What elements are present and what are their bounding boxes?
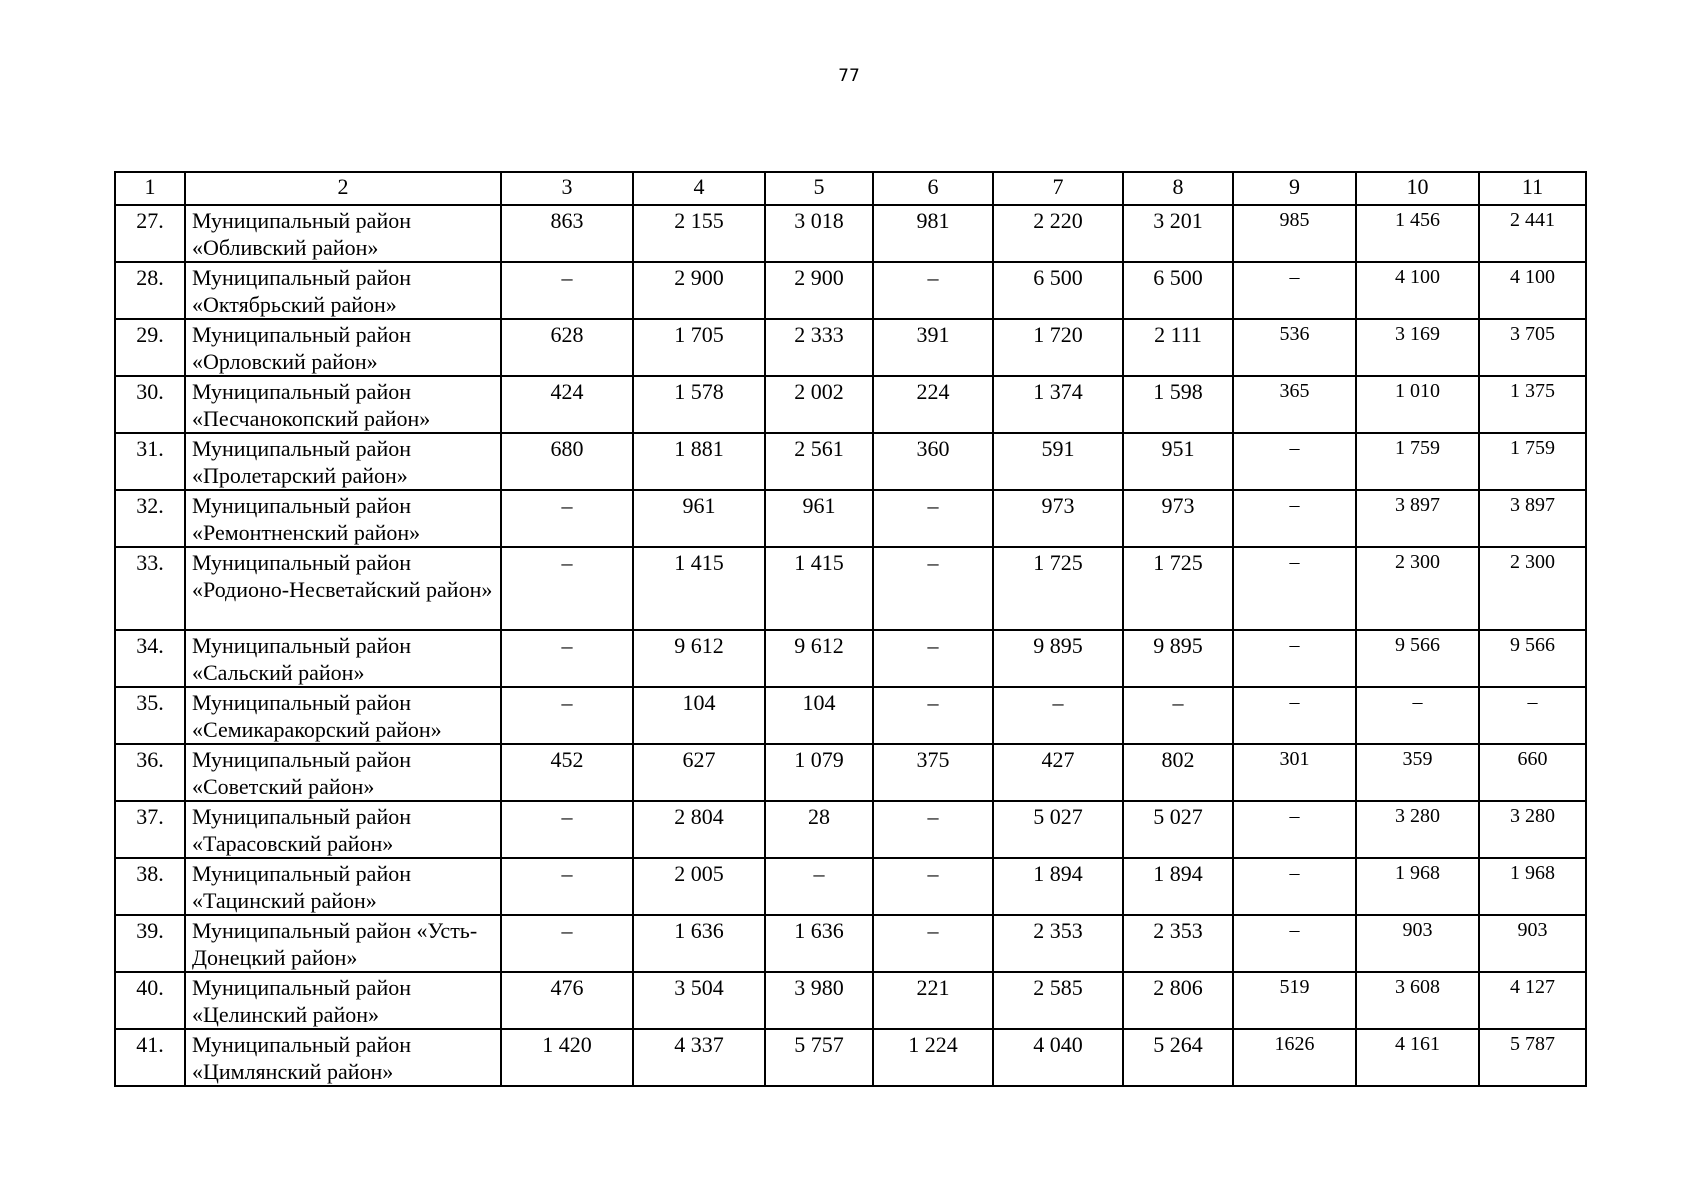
table-row bbox=[115, 262, 1586, 319]
value-cell-col-11: 3 280 bbox=[1479, 801, 1586, 858]
district-name-cell: Муниципальный район «Родионо-Несветайский район» bbox=[185, 547, 501, 630]
value-cell-col-5: 104 bbox=[765, 687, 873, 744]
district-name-cell: Муниципальный район «Целинский район» bbox=[185, 972, 501, 1029]
table-body bbox=[115, 172, 1586, 1086]
value-cell-col-7: 6 500 bbox=[993, 262, 1123, 319]
row-number-cell: 36. bbox=[115, 744, 185, 801]
row-number-cell: 34. bbox=[115, 630, 185, 687]
value-cell-col-4: 961 bbox=[633, 490, 765, 547]
value-cell-col-3: – bbox=[501, 801, 633, 858]
value-cell-col-4: 2 804 bbox=[633, 801, 765, 858]
value-cell-col-7: 1 374 bbox=[993, 376, 1123, 433]
column-header-8: 8 bbox=[1123, 172, 1233, 205]
value-cell-col-11: 660 bbox=[1479, 744, 1586, 801]
value-cell-col-3: 476 bbox=[501, 972, 633, 1029]
value-cell-col-9: – bbox=[1233, 490, 1356, 547]
row-number-cell: 29. bbox=[115, 319, 185, 376]
value-cell-col-3: 628 bbox=[501, 319, 633, 376]
row-number-cell: 28. bbox=[115, 262, 185, 319]
value-cell-col-11: 3 705 bbox=[1479, 319, 1586, 376]
value-cell-col-11: 2 300 bbox=[1479, 547, 1586, 630]
value-cell-col-7: 1 894 bbox=[993, 858, 1123, 915]
value-cell-col-10: 1 968 bbox=[1356, 858, 1479, 915]
value-cell-col-6: – bbox=[873, 687, 993, 744]
value-cell-col-11: 1 759 bbox=[1479, 433, 1586, 490]
value-cell-col-11: 9 566 bbox=[1479, 630, 1586, 687]
value-cell-col-6: 391 bbox=[873, 319, 993, 376]
district-name-cell: Муниципальный район «Тацинский район» bbox=[185, 858, 501, 915]
value-cell-col-8: 2 111 bbox=[1123, 319, 1233, 376]
value-cell-col-10: 3 169 bbox=[1356, 319, 1479, 376]
district-name-cell: Муниципальный район «Сальский район» bbox=[185, 630, 501, 687]
value-cell-col-7: 4 040 bbox=[993, 1029, 1123, 1086]
column-header-7: 7 bbox=[993, 172, 1123, 205]
column-header-3: 3 bbox=[501, 172, 633, 205]
table-row bbox=[115, 744, 1586, 801]
value-cell-col-9: 1626 bbox=[1233, 1029, 1356, 1086]
table-row bbox=[115, 915, 1586, 972]
value-cell-col-11: 4 127 bbox=[1479, 972, 1586, 1029]
value-cell-col-8: – bbox=[1123, 687, 1233, 744]
value-cell-col-7: 427 bbox=[993, 744, 1123, 801]
column-header-9: 9 bbox=[1233, 172, 1356, 205]
row-number-cell: 31. bbox=[115, 433, 185, 490]
district-name-cell: Муниципальный район «Советский район» bbox=[185, 744, 501, 801]
value-cell-col-10: 1 010 bbox=[1356, 376, 1479, 433]
value-cell-col-3: – bbox=[501, 858, 633, 915]
column-header-10: 10 bbox=[1356, 172, 1479, 205]
value-cell-col-4: 2 005 bbox=[633, 858, 765, 915]
district-name-cell: Муниципальный район «Песчанокопский район» bbox=[185, 376, 501, 433]
value-cell-col-10: 3 897 bbox=[1356, 490, 1479, 547]
value-cell-col-3: – bbox=[501, 687, 633, 744]
value-cell-col-6: – bbox=[873, 262, 993, 319]
value-cell-col-8: 973 bbox=[1123, 490, 1233, 547]
value-cell-col-10: 3 280 bbox=[1356, 801, 1479, 858]
value-cell-col-4: 1 578 bbox=[633, 376, 765, 433]
value-cell-col-4: 4 337 bbox=[633, 1029, 765, 1086]
value-cell-col-6: – bbox=[873, 630, 993, 687]
value-cell-col-7: 973 bbox=[993, 490, 1123, 547]
value-cell-col-7: 1 725 bbox=[993, 547, 1123, 630]
value-cell-col-5: – bbox=[765, 858, 873, 915]
value-cell-col-4: 9 612 bbox=[633, 630, 765, 687]
value-cell-col-11: 1 968 bbox=[1479, 858, 1586, 915]
table-row bbox=[115, 858, 1586, 915]
value-cell-col-7: 2 353 bbox=[993, 915, 1123, 972]
value-cell-col-5: 1 636 bbox=[765, 915, 873, 972]
row-number-cell: 35. bbox=[115, 687, 185, 744]
value-cell-col-4: 1 705 bbox=[633, 319, 765, 376]
value-cell-col-8: 9 895 bbox=[1123, 630, 1233, 687]
value-cell-col-8: 951 bbox=[1123, 433, 1233, 490]
value-cell-col-9: – bbox=[1233, 433, 1356, 490]
value-cell-col-8: 1 598 bbox=[1123, 376, 1233, 433]
table-row bbox=[115, 376, 1586, 433]
value-cell-col-9: 365 bbox=[1233, 376, 1356, 433]
row-number-cell: 27. bbox=[115, 205, 185, 262]
value-cell-col-5: 28 bbox=[765, 801, 873, 858]
value-cell-col-10: – bbox=[1356, 687, 1479, 744]
value-cell-col-8: 802 bbox=[1123, 744, 1233, 801]
value-cell-col-8: 2 806 bbox=[1123, 972, 1233, 1029]
value-cell-col-5: 2 333 bbox=[765, 319, 873, 376]
value-cell-col-7: 2 585 bbox=[993, 972, 1123, 1029]
value-cell-col-11: 4 100 bbox=[1479, 262, 1586, 319]
value-cell-col-3: – bbox=[501, 490, 633, 547]
value-cell-col-8: 5 027 bbox=[1123, 801, 1233, 858]
data-table bbox=[114, 171, 1587, 1087]
table-row bbox=[115, 547, 1586, 630]
district-name-cell: Муниципальный район «Октябрьский район» bbox=[185, 262, 501, 319]
value-cell-col-4: 1 881 bbox=[633, 433, 765, 490]
value-cell-col-8: 2 353 bbox=[1123, 915, 1233, 972]
value-cell-col-4: 1 636 bbox=[633, 915, 765, 972]
table-row bbox=[115, 433, 1586, 490]
value-cell-col-9: – bbox=[1233, 858, 1356, 915]
value-cell-col-9: – bbox=[1233, 801, 1356, 858]
value-cell-col-7: 9 895 bbox=[993, 630, 1123, 687]
value-cell-col-7: – bbox=[993, 687, 1123, 744]
value-cell-col-6: – bbox=[873, 547, 993, 630]
value-cell-col-10: 4 161 bbox=[1356, 1029, 1479, 1086]
value-cell-col-5: 2 561 bbox=[765, 433, 873, 490]
value-cell-col-6: – bbox=[873, 490, 993, 547]
value-cell-col-6: 981 bbox=[873, 205, 993, 262]
value-cell-col-6: 1 224 bbox=[873, 1029, 993, 1086]
value-cell-col-3: 863 bbox=[501, 205, 633, 262]
district-name-cell: Муниципальный район «Семикаракорский район» bbox=[185, 687, 501, 744]
row-number-cell: 41. bbox=[115, 1029, 185, 1086]
value-cell-col-3: 452 bbox=[501, 744, 633, 801]
value-cell-col-9: – bbox=[1233, 915, 1356, 972]
value-cell-col-6: – bbox=[873, 915, 993, 972]
value-cell-col-11: – bbox=[1479, 687, 1586, 744]
value-cell-col-6: 221 bbox=[873, 972, 993, 1029]
value-cell-col-7: 1 720 bbox=[993, 319, 1123, 376]
district-name-cell: Муниципальный район «Тарасовский район» bbox=[185, 801, 501, 858]
row-number-cell: 37. bbox=[115, 801, 185, 858]
column-header-6: 6 bbox=[873, 172, 993, 205]
value-cell-col-8: 1 894 bbox=[1123, 858, 1233, 915]
value-cell-col-10: 2 300 bbox=[1356, 547, 1479, 630]
value-cell-col-9: – bbox=[1233, 687, 1356, 744]
value-cell-col-4: 2 900 bbox=[633, 262, 765, 319]
value-cell-col-9: 519 bbox=[1233, 972, 1356, 1029]
value-cell-col-11: 3 897 bbox=[1479, 490, 1586, 547]
value-cell-col-5: 3 980 bbox=[765, 972, 873, 1029]
value-cell-col-8: 5 264 bbox=[1123, 1029, 1233, 1086]
row-number-cell: 40. bbox=[115, 972, 185, 1029]
value-cell-col-11: 2 441 bbox=[1479, 205, 1586, 262]
value-cell-col-10: 903 bbox=[1356, 915, 1479, 972]
row-number-cell: 39. bbox=[115, 915, 185, 972]
value-cell-col-5: 961 bbox=[765, 490, 873, 547]
column-header-11: 11 bbox=[1479, 172, 1586, 205]
value-cell-col-7: 591 bbox=[993, 433, 1123, 490]
value-cell-col-10: 3 608 bbox=[1356, 972, 1479, 1029]
value-cell-col-9: – bbox=[1233, 262, 1356, 319]
value-cell-col-4: 3 504 bbox=[633, 972, 765, 1029]
column-header-1: 1 bbox=[115, 172, 185, 205]
value-cell-col-6: 375 bbox=[873, 744, 993, 801]
value-cell-col-7: 5 027 bbox=[993, 801, 1123, 858]
value-cell-col-11: 903 bbox=[1479, 915, 1586, 972]
value-cell-col-9: 536 bbox=[1233, 319, 1356, 376]
table-row bbox=[115, 630, 1586, 687]
value-cell-col-3: 424 bbox=[501, 376, 633, 433]
table-row bbox=[115, 205, 1586, 262]
value-cell-col-5: 9 612 bbox=[765, 630, 873, 687]
value-cell-col-5: 3 018 bbox=[765, 205, 873, 262]
value-cell-col-3: – bbox=[501, 630, 633, 687]
value-cell-col-9: 301 bbox=[1233, 744, 1356, 801]
value-cell-col-11: 1 375 bbox=[1479, 376, 1586, 433]
value-cell-col-3: 1 420 bbox=[501, 1029, 633, 1086]
district-name-cell: Муниципальный район «Цимлянский район» bbox=[185, 1029, 501, 1086]
district-name-cell: Муниципальный район «Ремонтненский район» bbox=[185, 490, 501, 547]
value-cell-col-10: 4 100 bbox=[1356, 262, 1479, 319]
value-cell-col-11: 5 787 bbox=[1479, 1029, 1586, 1086]
page-number: 77 bbox=[838, 66, 860, 86]
value-cell-col-5: 2 900 bbox=[765, 262, 873, 319]
value-cell-col-4: 627 bbox=[633, 744, 765, 801]
value-cell-col-6: – bbox=[873, 858, 993, 915]
value-cell-col-10: 1 759 bbox=[1356, 433, 1479, 490]
value-cell-col-10: 359 bbox=[1356, 744, 1479, 801]
row-number-cell: 38. bbox=[115, 858, 185, 915]
value-cell-col-8: 6 500 bbox=[1123, 262, 1233, 319]
column-header-5: 5 bbox=[765, 172, 873, 205]
row-number-cell: 32. bbox=[115, 490, 185, 547]
value-cell-col-6: 360 bbox=[873, 433, 993, 490]
district-name-cell: Муниципальный район «Усть-Донецкий район» bbox=[185, 915, 501, 972]
column-header-2: 2 bbox=[185, 172, 501, 205]
header-row bbox=[115, 172, 1586, 205]
table-row bbox=[115, 972, 1586, 1029]
value-cell-col-3: – bbox=[501, 262, 633, 319]
value-cell-col-3: 680 bbox=[501, 433, 633, 490]
value-cell-col-6: 224 bbox=[873, 376, 993, 433]
value-cell-col-4: 1 415 bbox=[633, 547, 765, 630]
value-cell-col-4: 2 155 bbox=[633, 205, 765, 262]
value-cell-col-9: – bbox=[1233, 547, 1356, 630]
value-cell-col-5: 1 415 bbox=[765, 547, 873, 630]
value-cell-col-6: – bbox=[873, 801, 993, 858]
table-row bbox=[115, 490, 1586, 547]
district-name-cell: Муниципальный район «Пролетарский район» bbox=[185, 433, 501, 490]
value-cell-col-3: – bbox=[501, 547, 633, 630]
column-header-4: 4 bbox=[633, 172, 765, 205]
value-cell-col-5: 1 079 bbox=[765, 744, 873, 801]
table-row bbox=[115, 319, 1586, 376]
value-cell-col-10: 1 456 bbox=[1356, 205, 1479, 262]
table-row bbox=[115, 801, 1586, 858]
district-name-cell: Муниципальный район «Обливский район» bbox=[185, 205, 501, 262]
value-cell-col-5: 5 757 bbox=[765, 1029, 873, 1086]
district-name-cell: Муниципальный район «Орловский район» bbox=[185, 319, 501, 376]
row-number-cell: 33. bbox=[115, 547, 185, 630]
table-row bbox=[115, 1029, 1586, 1086]
value-cell-col-8: 3 201 bbox=[1123, 205, 1233, 262]
value-cell-col-3: – bbox=[501, 915, 633, 972]
value-cell-col-10: 9 566 bbox=[1356, 630, 1479, 687]
value-cell-col-8: 1 725 bbox=[1123, 547, 1233, 630]
table-row bbox=[115, 687, 1586, 744]
value-cell-col-7: 2 220 bbox=[993, 205, 1123, 262]
value-cell-col-4: 104 bbox=[633, 687, 765, 744]
value-cell-col-9: 985 bbox=[1233, 205, 1356, 262]
row-number-cell: 30. bbox=[115, 376, 185, 433]
value-cell-col-9: – bbox=[1233, 630, 1356, 687]
value-cell-col-5: 2 002 bbox=[765, 376, 873, 433]
